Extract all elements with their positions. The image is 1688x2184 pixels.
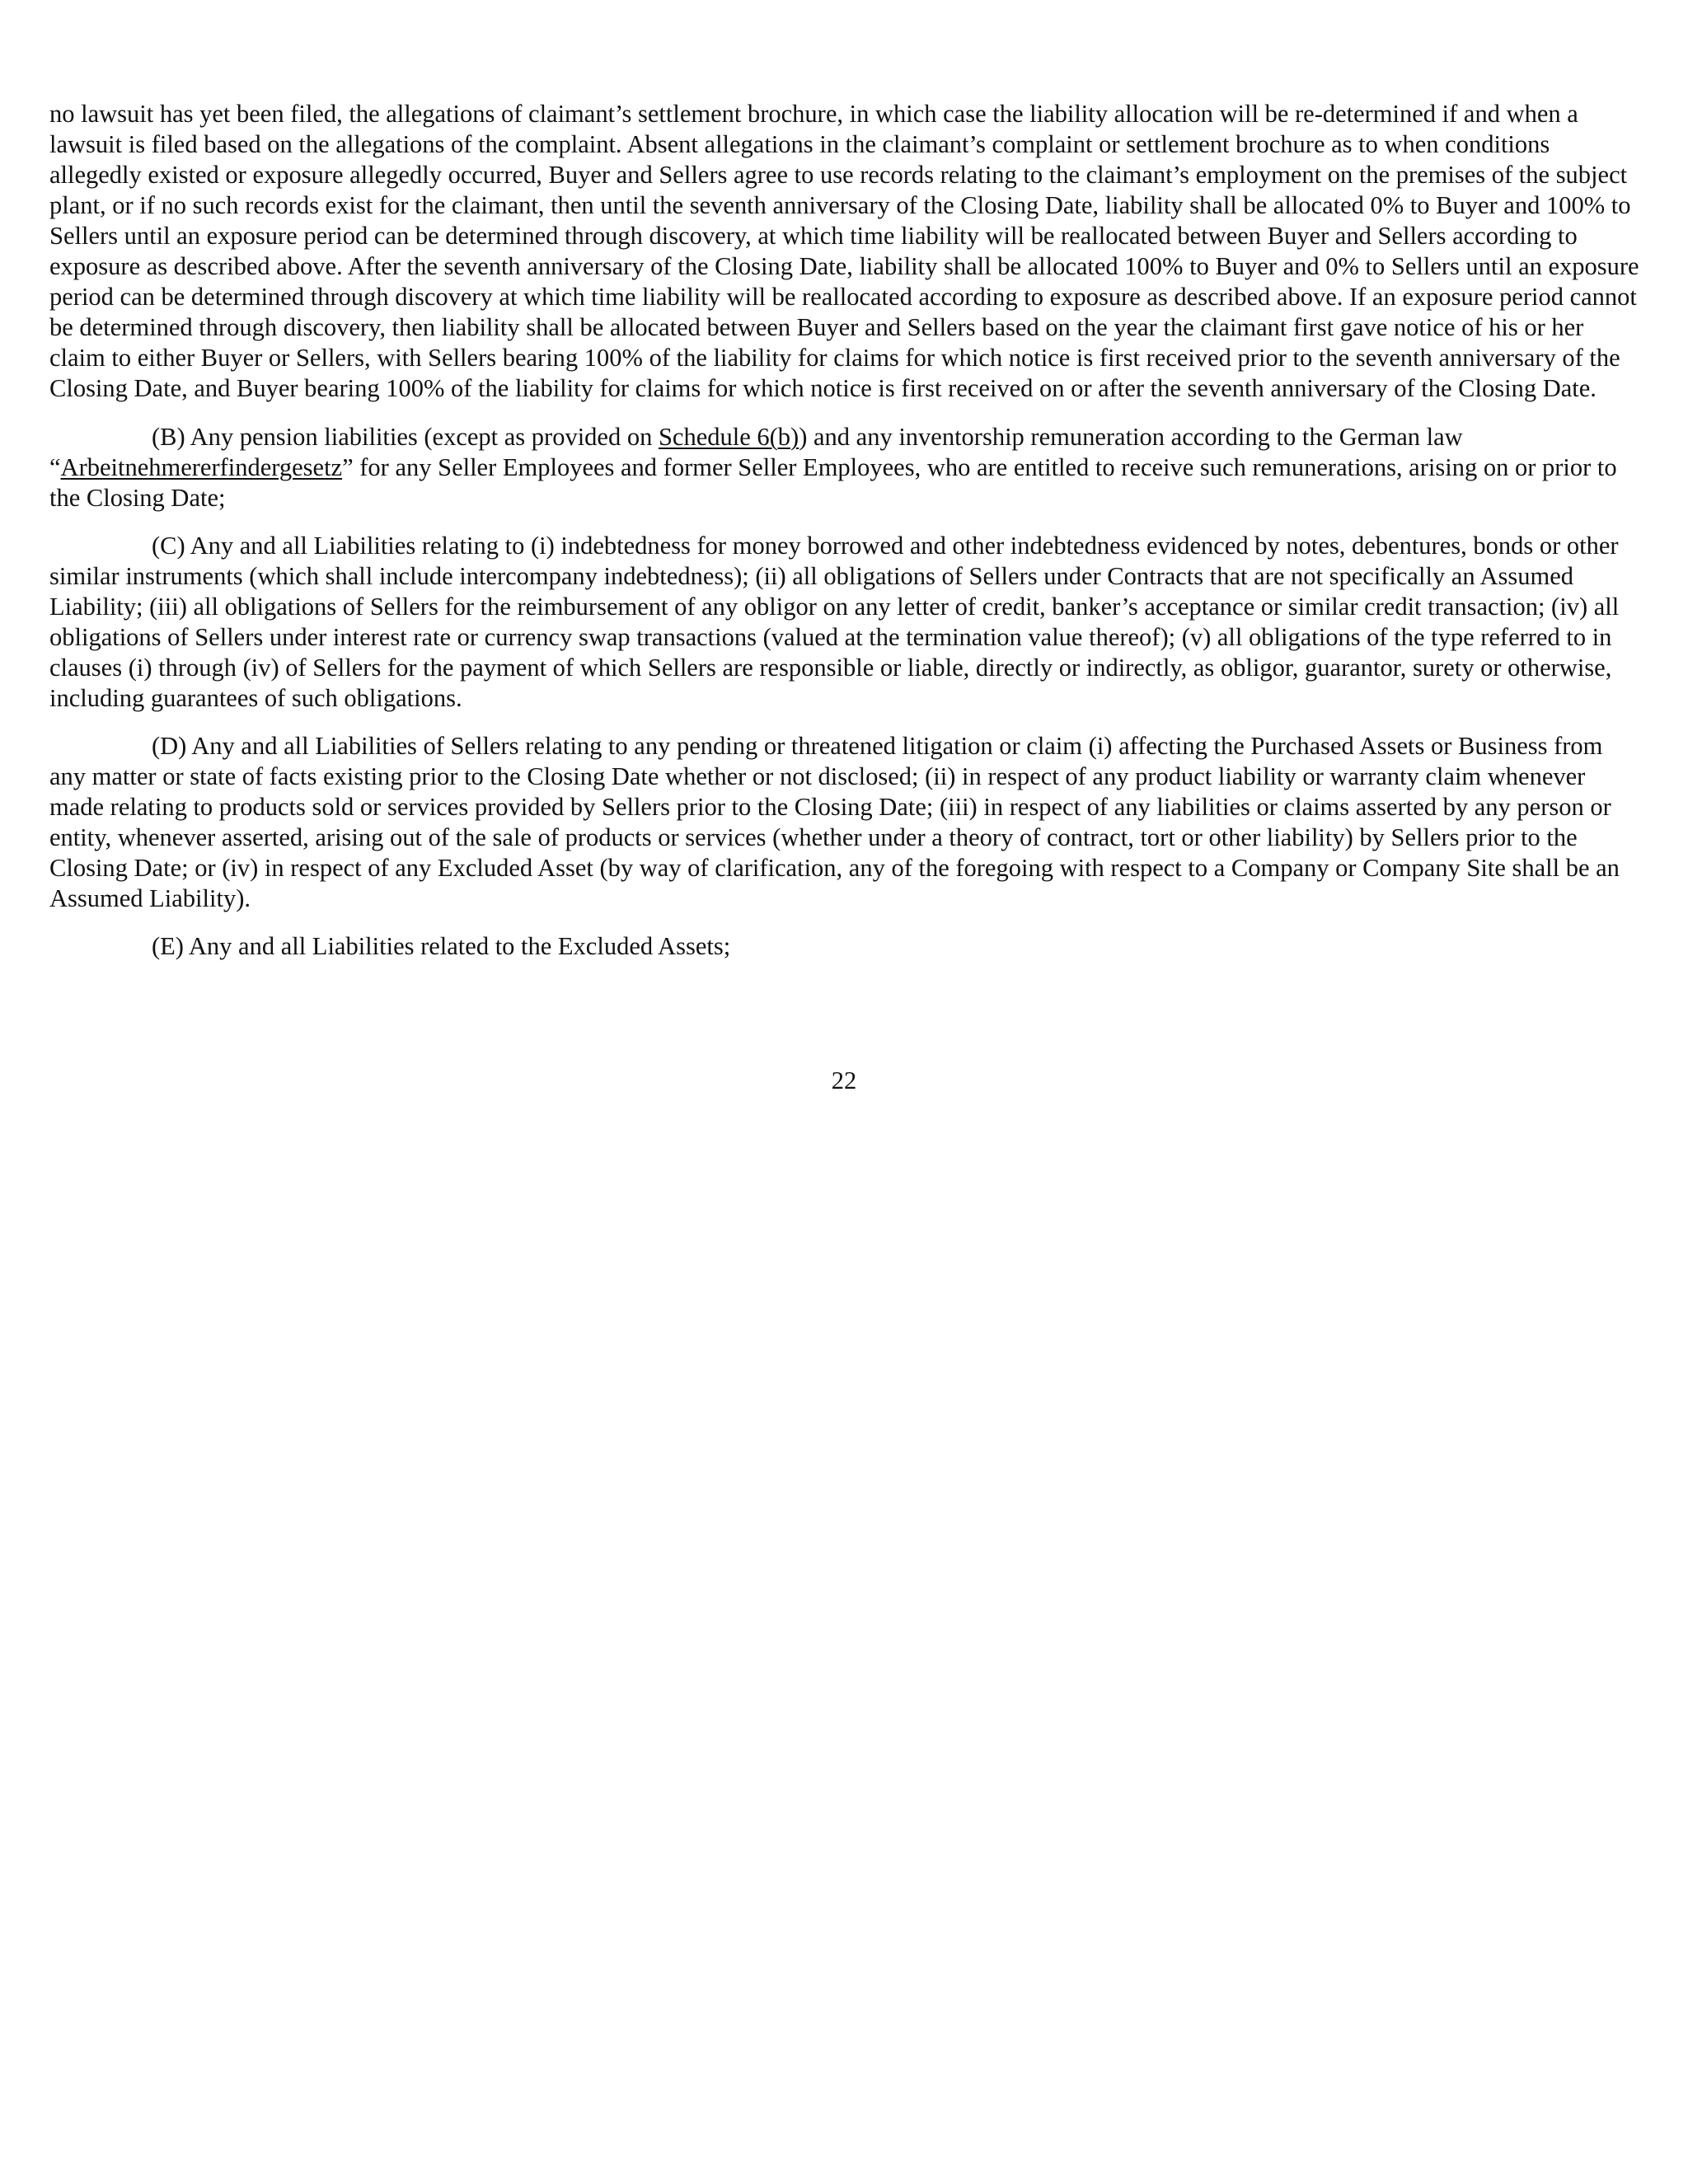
paragraph-c: (C) Any and all Liabilities relating to (i) indebtedness for money borrowed and other indebtedness evidenced by notes, debentures, bonds or other similar instruments (which shall include intercompany indebtedness); (ii) all obligations of Sellers under Contracts that are not specifically an Assumed Liability; (iii) all obligations of Sellers for the reimbursement of any obligor on any letter of credit, banker’s acceptance or similar credit transaction; (iv) all obligations of Sellers under interest rate or currency swap transactions (valued at the termination value thereof); (v) all obligations of the type referred to in clauses (i) through (iv) of Sellers for the payment of which Sellers are responsible or liable, directly or indirectly, as obligor, guarantor, surety or otherwise, including guarantees of such obligations. <box>49 532 1620 712</box>
german-law-term-link[interactable]: Arbeitnehmererfindergesetz <box>60 453 343 481</box>
paragraph-d: (D) Any and all Liabilities of Sellers relating to any pending or threatened litigation or claim (i) affecting the Purchased Assets or Business from any matter or state of facts existing prior to the Closing Date whether or not disclosed; (ii) in respect of any product liability or warranty claim whenever made relating to products sold or services provided by Sellers prior to the Closing Date; (iii) in respect of any liabilities or claims asserted by any person or entity, whenever asserted, arising out of the sale of products or services (whether under a theory of contract, tort or other liability) by Sellers prior to the Closing Date; or (iv) in respect of any Excluded Asset (by way of clarification, any of the foregoing with respect to a Company or Company Site shall be an Assumed Liability). <box>49 732 1620 912</box>
paragraph-b <box>49 422 1642 513</box>
paragraph-b-text-1: (B) Any pension liabilities (except as provided on <box>152 423 659 451</box>
document-page <box>49 99 1642 979</box>
paragraph-b-text-2: ) and any inventorship remuneration according to the German law “ <box>49 423 1463 481</box>
schedule-6b-link[interactable]: Schedule 6(b) <box>658 423 799 451</box>
page-number: 22 <box>831 1066 857 1094</box>
paragraph-b-text-3: ” for any Seller Employees and former Seller Employees, who are entitled to receive such remunerations, arising on or prior to the Closing Date; <box>49 453 1617 512</box>
paragraph-e: (E) Any and all Liabilities related to the Excluded Assets; <box>152 932 731 960</box>
paragraph-continuation: no lawsuit has yet been filed, the allegations of claimant’s settlement brochure, in which case the liability allocation will be re-determined if and when a lawsuit is filed based on the allegations of the complaint. Absent allegations in the claimant’s complaint or settlement brochure as to when conditions allegedly existed or exposure allegedly occurred, Buyer and Sellers agree to use records relating to the claimant’s employment on the premises of the subject plant, or if no such records exist for the claimant, then until the seventh anniversary of the Closing Date, liability shall be allocated 0% to Buyer and 100% to Sellers until an exposure period can be determined through discovery, at which time liability will be reallocated between Buyer and Sellers according to exposure as described above. After the seventh anniversary of the Closing Date, liability shall be allocated 100% to Buyer and 0% to Sellers until an exposure period can be determined through discovery at which time liability will be reallocated according to exposure as described above. If an exposure period cannot be determined through discovery, then liability shall be allocated between Buyer and Sellers based on the year the claimant first gave notice of his or her claim to either Buyer or Sellers, with Sellers bearing 100% of the liability for claims for which notice is first received prior to the seventh anniversary of the Closing Date, and Buyer bearing 100% of the liability for claims for which notice is first received on or after the seventh anniversary of the Closing Date. <box>49 100 1639 402</box>
